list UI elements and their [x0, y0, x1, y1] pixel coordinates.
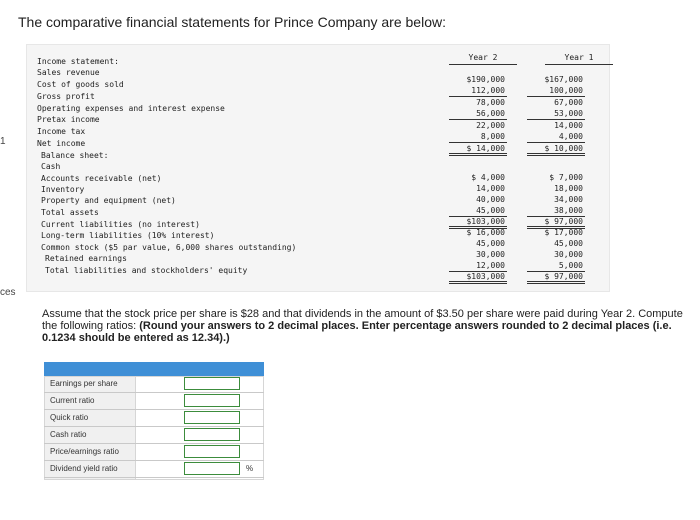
- statement-row-label: Current liabilities (no interest): [41, 220, 200, 229]
- ratio-row-dividend-yield-ratio: [44, 461, 264, 478]
- statement-row-label: Sales revenue: [37, 68, 100, 77]
- statement-row-label: Income tax: [37, 127, 86, 136]
- year-1-value: 30,000: [554, 250, 583, 259]
- year-1-value: 45,000: [554, 239, 583, 248]
- statement-row-label: Retained earnings: [45, 254, 127, 263]
- year-1-value: 18,000: [554, 184, 583, 193]
- ratio-row-quick-ratio: [44, 410, 264, 427]
- year-1-value: 5,000: [523, 261, 583, 271]
- year-2-value: $ 14,000: [445, 144, 505, 154]
- statement-row-label: Property and equipment (net): [41, 196, 176, 205]
- year-1-value: $167,000: [544, 75, 583, 84]
- year-2-value: $103,000: [445, 272, 505, 282]
- year-1-value: $ 97,000: [523, 217, 583, 227]
- ratio-label: Dividend yield ratio: [50, 464, 118, 473]
- statement-row-label: Gross profit: [37, 92, 95, 101]
- dividend-yield-ratio-input[interactable]: [184, 462, 240, 475]
- ratio-row-current-ratio: [44, 393, 264, 410]
- instructions: [42, 308, 692, 344]
- ratio-label: Earnings per share: [50, 379, 118, 388]
- year-1-value: $ 17,000: [544, 228, 583, 237]
- page-title: The comparative financial statements for Prince Company are below:: [18, 14, 446, 30]
- side-mark-2: ces: [0, 287, 16, 298]
- year-1-value: $ 10,000: [523, 144, 583, 154]
- year-2-header: Year 2: [449, 53, 517, 62]
- year-1-value: 34,000: [554, 195, 583, 204]
- ratio-table-header: [44, 362, 264, 376]
- ratio-row-cash-ratio: [44, 427, 264, 444]
- statement-row-label: Income statement:: [37, 57, 119, 66]
- year-2-value: 12,000: [445, 261, 505, 271]
- instructions-text: Assume that the stock price per share is $28 and that dividends in the amount of $3.50 per share were paid during Year 2. Compute the following ratios:: [42, 308, 683, 332]
- ratio-label: Current ratio: [50, 396, 95, 405]
- statement-row-label: Net income: [37, 139, 86, 148]
- year-2-value: 22,000: [476, 121, 505, 130]
- year-1-value: 53,000: [523, 109, 583, 119]
- ratio-label: Price/earnings ratio: [50, 447, 119, 456]
- ratio-label: Quick ratio: [50, 413, 89, 422]
- year-2-value: 14,000: [476, 184, 505, 193]
- quick-ratio-input[interactable]: [184, 411, 240, 424]
- statement-row-label: Inventory: [41, 185, 85, 194]
- year-1-value: 100,000: [523, 86, 583, 96]
- year-1-value: 67,000: [554, 98, 583, 107]
- side-mark-1: 1: [0, 136, 6, 147]
- current-ratio-input[interactable]: [184, 394, 240, 407]
- statement-row-label: Common stock ($5 par value, 6,000 shares outstanding): [41, 243, 297, 252]
- statement-row-label: Cash: [41, 162, 61, 171]
- year-2-value: $ 4,000: [471, 173, 505, 182]
- year-1-header: Year 1: [545, 53, 613, 62]
- statement-row-label: Pretax income: [37, 115, 100, 124]
- year-1-value: 14,000: [554, 121, 583, 130]
- ratio-table: [44, 376, 264, 478]
- year-2-value: 40,000: [476, 195, 505, 204]
- instructions-rounding-note: (Round your answers to 2 decimal places. Enter percentage answers rounded to 2 decimal places (i.e. 0.1234 should be entered as 12.34).): [42, 320, 672, 344]
- ratio-row-earnings-per-share: [44, 376, 264, 393]
- statement-row-label: Operating expenses and interest expense: [37, 104, 225, 113]
- financial-statement-image: [26, 44, 610, 292]
- year-2-value: 8,000: [445, 132, 505, 142]
- statement-row-label: Long-term liabilities (10% interest): [41, 231, 215, 240]
- statement-row-label: Cost of goods sold: [37, 80, 124, 89]
- year-2-value: 30,000: [476, 250, 505, 259]
- year-2-value: $ 16,000: [466, 228, 505, 237]
- year-2-value: $103,000: [445, 217, 505, 227]
- earnings-per-share-input[interactable]: [184, 377, 240, 390]
- ratio-label: Cash ratio: [50, 430, 87, 439]
- year-2-value: 78,000: [476, 98, 505, 107]
- year-2-value: 45,000: [476, 239, 505, 248]
- cash-ratio-input[interactable]: [184, 428, 240, 441]
- statement-row-label: Total assets: [41, 208, 99, 217]
- year-2-value: $190,000: [466, 75, 505, 84]
- year-2-value: 45,000: [445, 206, 505, 216]
- percent-unit: %: [246, 464, 254, 473]
- statement-row-label: Accounts receivable (net): [41, 174, 162, 183]
- year-1-value: 38,000: [523, 206, 583, 216]
- price-earnings-ratio-input[interactable]: [184, 445, 240, 458]
- year-1-value: $ 97,000: [523, 272, 583, 282]
- ratio-row-price-earnings-ratio: [44, 444, 264, 461]
- year-1-value: $ 7,000: [549, 173, 583, 182]
- year-1-value: 4,000: [523, 132, 583, 142]
- statement-row-label: Balance sheet:: [41, 151, 109, 160]
- statement-row-label: Total liabilities and stockholders' equity: [45, 266, 248, 275]
- year-2-value: 56,000: [445, 109, 505, 119]
- year-2-value: 112,000: [445, 86, 505, 96]
